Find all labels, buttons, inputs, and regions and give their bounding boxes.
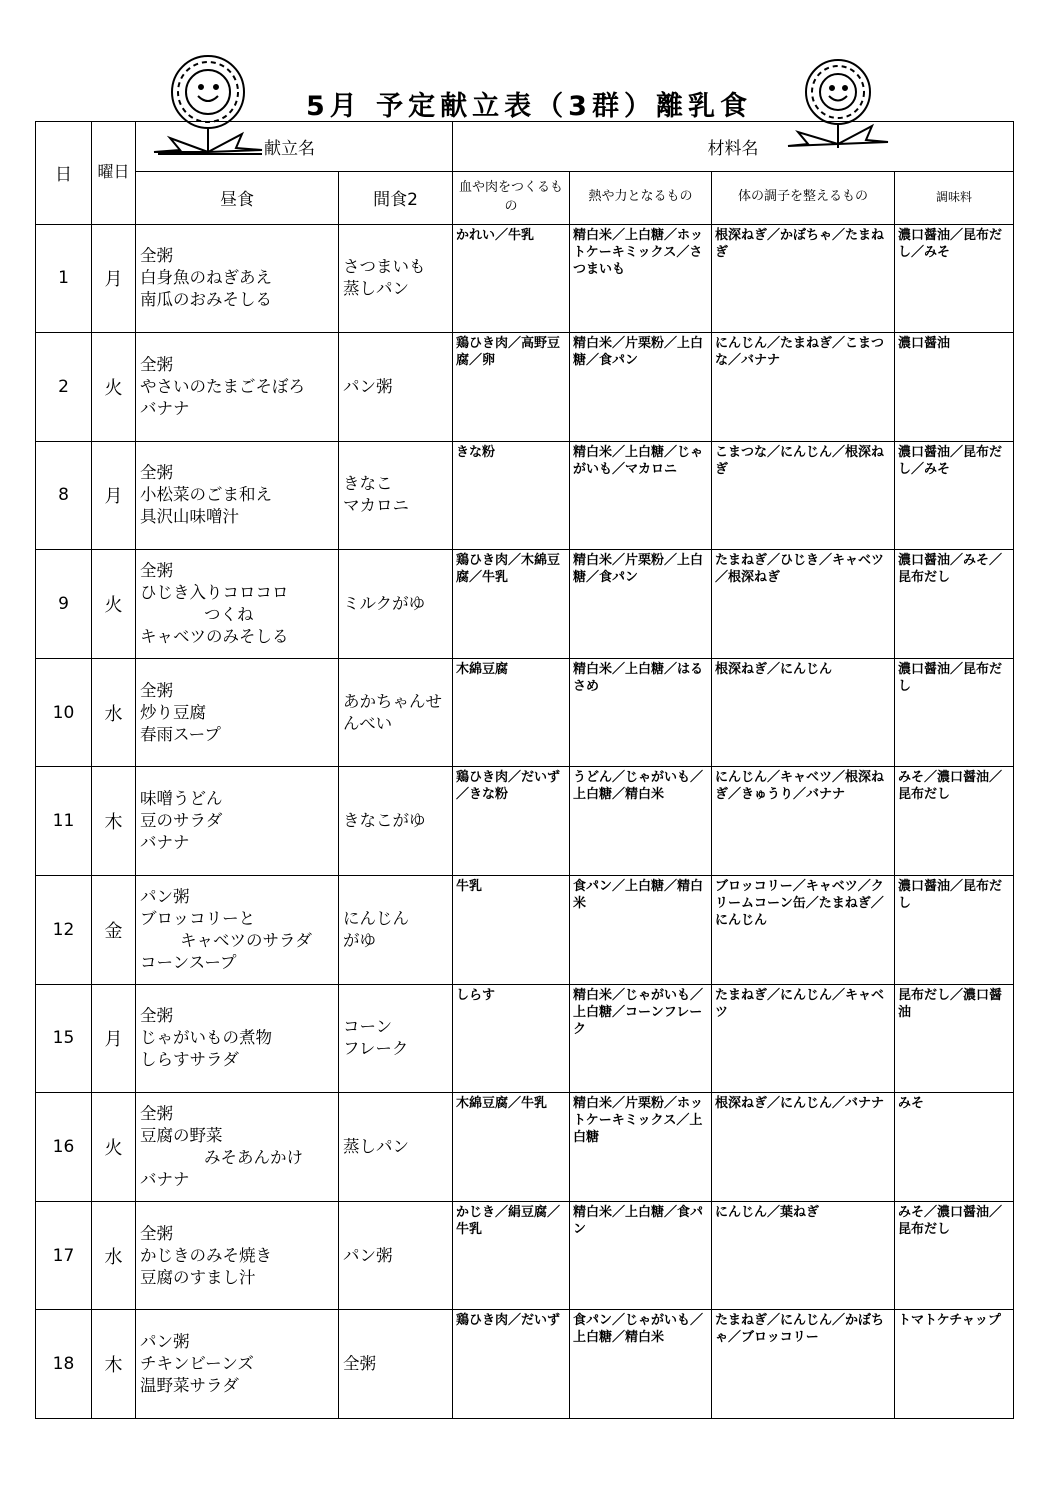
- lunch-cell: [136, 550, 339, 659]
- lunch-item: 全粥: [140, 1006, 173, 1026]
- day-cell: 8: [36, 441, 92, 550]
- snack-item: にんじん: [343, 908, 409, 928]
- lunch-item: 全粥: [140, 1103, 173, 1123]
- weekday-cell: 火: [92, 333, 136, 442]
- lunch-item: バナナ: [140, 833, 190, 853]
- lunch-item: 全粥: [140, 1223, 173, 1243]
- lunch-item: 全粥: [140, 246, 173, 266]
- lunch-item: 小松菜のごま和え: [140, 485, 272, 505]
- body-condition-cell: にんじん／キャベツ／根深ねぎ／きゅうり／バナナ: [712, 767, 895, 876]
- seasoning-cell: みそ: [895, 1093, 1014, 1202]
- lunch-cell: [136, 1310, 339, 1419]
- body-condition-cell: こまつな／にんじん／根深ねぎ: [712, 441, 895, 550]
- snack-item: フレーク: [343, 1039, 409, 1059]
- header-blood-meat: 血や肉をつくるもの: [453, 172, 570, 224]
- body-condition-cell: たまねぎ／にんじん／かぼちゃ／ブロッコリー: [712, 1310, 895, 1419]
- day-cell: 10: [36, 658, 92, 767]
- blood-meat-cell: きな粉: [453, 441, 570, 550]
- lunch-item: コーンスープ: [140, 952, 237, 972]
- header-body-condition: 体の調子を整えるもの: [712, 172, 895, 224]
- snack-item: 全粥: [343, 1354, 376, 1374]
- lunch-item: つくね: [204, 605, 254, 625]
- lunch-item: 豆腐のすまし汁: [140, 1267, 256, 1287]
- lunch-item: キャベツのサラダ: [180, 930, 312, 950]
- body-condition-cell: 根深ねぎ／かぼちゃ／たまねぎ: [712, 224, 895, 333]
- weekday-cell: 月: [92, 441, 136, 550]
- seasoning-cell: 濃口醤油／みそ／昆布だし: [895, 550, 1014, 659]
- blood-meat-cell: 鶏ひき肉／だいず／きな粉: [453, 767, 570, 876]
- snack-item: さつまいも: [343, 257, 426, 277]
- lunch-item: パン粥: [140, 1332, 190, 1352]
- day-cell: 9: [36, 550, 92, 659]
- weekday-cell: 木: [92, 1310, 136, 1419]
- snack-cell: [339, 767, 453, 876]
- snack-cell: [339, 224, 453, 333]
- lunch-item: 炒り豆腐: [140, 702, 206, 722]
- header-snack: 間食2: [339, 172, 453, 224]
- weekday-cell: 火: [92, 1093, 136, 1202]
- seasoning-cell: 濃口醤油／昆布だし／みそ: [895, 441, 1014, 550]
- table-row: [36, 224, 1014, 333]
- table-row: [36, 333, 1014, 442]
- snack-item: きなこ: [343, 474, 393, 494]
- lunch-cell: [136, 1201, 339, 1310]
- heat-power-cell: 食パン／じゃがいも／上白糖／精白米: [570, 1310, 712, 1419]
- blood-meat-cell: かじき／絹豆腐／牛乳: [453, 1201, 570, 1310]
- lunch-cell: [136, 658, 339, 767]
- lunch-cell: [136, 767, 339, 876]
- lunch-item: ブロッコリーと: [140, 908, 256, 928]
- heat-power-cell: 精白米／上白糖／はるさめ: [570, 658, 712, 767]
- lunch-item: 具沢山味噌汁: [140, 507, 239, 527]
- heat-power-cell: 精白米／片栗粉／上白糖／食パン: [570, 333, 712, 442]
- snack-cell: [339, 658, 453, 767]
- heat-power-cell: 精白米／上白糖／ホットケーキミックス／さつまいも: [570, 224, 712, 333]
- weekday-cell: 木: [92, 767, 136, 876]
- snack-cell: [339, 876, 453, 985]
- snack-cell: [339, 1201, 453, 1310]
- body-condition-cell: たまねぎ／にんじん／キャベツ: [712, 984, 895, 1093]
- heat-power-cell: 精白米／上白糖／じゃがいも／マカロニ: [570, 441, 712, 550]
- lunch-cell: [136, 441, 339, 550]
- blood-meat-cell: かれい／牛乳: [453, 224, 570, 333]
- lunch-cell: [136, 984, 339, 1093]
- table-row: [36, 876, 1014, 985]
- weekday-cell: 月: [92, 224, 136, 333]
- lunch-cell: [136, 224, 339, 333]
- table-row: [36, 550, 1014, 659]
- snack-item: コーン: [343, 1017, 393, 1037]
- heat-power-cell: 食パン／上白糖／精白米: [570, 876, 712, 985]
- lunch-cell: [136, 333, 339, 442]
- snack-item: パン粥: [343, 1245, 393, 1265]
- lunch-cell: [136, 1093, 339, 1202]
- day-cell: 15: [36, 984, 92, 1093]
- snack-item: がゆ: [343, 930, 376, 950]
- lunch-item: パン粥: [140, 886, 190, 906]
- day-cell: 16: [36, 1093, 92, 1202]
- day-cell: 2: [36, 333, 92, 442]
- seasoning-cell: みそ／濃口醤油／昆布だし: [895, 1201, 1014, 1310]
- lunch-item: じゃがいもの煮物: [140, 1028, 272, 1048]
- table-row: [36, 658, 1014, 767]
- snack-cell: [339, 984, 453, 1093]
- header-menu-name: 献立名: [136, 122, 453, 172]
- seasoning-cell: トマトケチャップ: [895, 1310, 1014, 1419]
- lunch-item: 豆のサラダ: [140, 811, 223, 831]
- lunch-item: 白身魚のねぎあえ: [140, 268, 272, 288]
- table-row: [36, 1201, 1014, 1310]
- table-row: [36, 984, 1014, 1093]
- lunch-item: 春雨スープ: [140, 724, 221, 744]
- heat-power-cell: 精白米／上白糖／食パン: [570, 1201, 712, 1310]
- seasoning-cell: みそ／濃口醤油／昆布だし: [895, 767, 1014, 876]
- menu-table: [35, 121, 1014, 1419]
- lunch-item: 豆腐の野菜: [140, 1125, 223, 1145]
- snack-item: ミルクがゆ: [343, 594, 426, 614]
- blood-meat-cell: 鶏ひき肉／高野豆腐／卵: [453, 333, 570, 442]
- weekday-cell: 金: [92, 876, 136, 985]
- table-row: [36, 1093, 1014, 1202]
- snack-item: んべい: [343, 713, 393, 733]
- header-seasoning: 調味料: [895, 172, 1014, 224]
- snack-cell: [339, 333, 453, 442]
- snack-cell: [339, 441, 453, 550]
- snack-item: パン粥: [343, 376, 393, 396]
- body-condition-cell: 根深ねぎ／にんじん: [712, 658, 895, 767]
- day-cell: 11: [36, 767, 92, 876]
- heat-power-cell: 精白米／じゃがいも／上白糖／コーンフレーク: [570, 984, 712, 1093]
- lunch-item: チキンビーンズ: [140, 1354, 254, 1374]
- lunch-item: 味噌うどん: [140, 789, 223, 809]
- day-cell: 12: [36, 876, 92, 985]
- seasoning-cell: 濃口醤油: [895, 333, 1014, 442]
- snack-cell: [339, 1093, 453, 1202]
- lunch-item: 全粥: [140, 463, 173, 483]
- lunch-item: キャベツのみそしる: [140, 627, 289, 647]
- snack-item: 蒸しパン: [343, 279, 409, 299]
- snack-item: 蒸しパン: [343, 1136, 409, 1156]
- lunch-item: バナナ: [140, 398, 190, 418]
- blood-meat-cell: 木綿豆腐: [453, 658, 570, 767]
- weekday-cell: 火: [92, 550, 136, 659]
- table-row: [36, 441, 1014, 550]
- lunch-item: 南瓜のおみそしる: [140, 290, 272, 310]
- lunch-item: かじきのみそ焼き: [140, 1245, 272, 1265]
- lunch-item: ひじき入りコロコロ: [140, 583, 289, 603]
- day-cell: 1: [36, 224, 92, 333]
- page-title: 5月 予定献立表（3群）離乳食: [306, 91, 752, 122]
- snack-cell: [339, 1310, 453, 1419]
- seasoning-cell: 濃口醤油／昆布だし: [895, 876, 1014, 985]
- lunch-cell: [136, 876, 339, 985]
- body-condition-cell: にんじん／葉ねぎ: [712, 1201, 895, 1310]
- seasoning-cell: 昆布だし／濃口醤油: [895, 984, 1014, 1093]
- snack-item: あかちゃんせ: [343, 691, 442, 711]
- blood-meat-cell: 鶏ひき肉／木綿豆腐／牛乳: [453, 550, 570, 659]
- weekday-cell: 月: [92, 984, 136, 1093]
- table-row: [36, 767, 1014, 876]
- header-materials: 材料名: [453, 122, 1014, 172]
- heat-power-cell: 精白米／片栗粉／ホットケーキミックス／上白糖: [570, 1093, 712, 1202]
- day-cell: 18: [36, 1310, 92, 1419]
- weekday-cell: 水: [92, 1201, 136, 1310]
- lunch-item: やさいのたまごそぼろ: [140, 376, 305, 396]
- blood-meat-cell: 鶏ひき肉／だいず: [453, 1310, 570, 1419]
- seasoning-cell: 濃口醤油／昆布だし／みそ: [895, 224, 1014, 333]
- lunch-item: みそあんかけ: [204, 1147, 303, 1167]
- seasoning-cell: 濃口醤油／昆布だし: [895, 658, 1014, 767]
- lunch-item: 全粥: [140, 680, 173, 700]
- body-condition-cell: たまねぎ／ひじき／キャベツ／根深ねぎ: [712, 550, 895, 659]
- header-heat-power: 熱や力となるもの: [570, 172, 712, 224]
- blood-meat-cell: 木綿豆腐／牛乳: [453, 1093, 570, 1202]
- header-day: 日: [36, 122, 92, 225]
- day-cell: 17: [36, 1201, 92, 1310]
- lunch-item: バナナ: [140, 1169, 190, 1189]
- snack-cell: [339, 550, 453, 659]
- lunch-item: 全粥: [140, 354, 173, 374]
- heat-power-cell: 精白米／片栗粉／上白糖／食パン: [570, 550, 712, 659]
- header-lunch: 昼食: [136, 172, 339, 224]
- body-condition-cell: ブロッコリー／キャベツ／クリームコーン缶／たまねぎ／にんじん: [712, 876, 895, 985]
- body-condition-cell: 根深ねぎ／にんじん／バナナ: [712, 1093, 895, 1202]
- weekday-cell: 水: [92, 658, 136, 767]
- lunch-item: 温野菜サラダ: [140, 1376, 239, 1396]
- header-weekday: 曜日: [92, 122, 136, 225]
- snack-item: マカロニ: [343, 496, 409, 516]
- lunch-item: しらすサラダ: [140, 1050, 239, 1070]
- heat-power-cell: うどん／じゃがいも／上白糖／精白米: [570, 767, 712, 876]
- snack-item: きなこがゆ: [343, 811, 426, 831]
- body-condition-cell: にんじん／たまねぎ／こまつな／バナナ: [712, 333, 895, 442]
- table-row: [36, 1310, 1014, 1419]
- blood-meat-cell: しらす: [453, 984, 570, 1093]
- blood-meat-cell: 牛乳: [453, 876, 570, 985]
- lunch-item: 全粥: [140, 561, 173, 581]
